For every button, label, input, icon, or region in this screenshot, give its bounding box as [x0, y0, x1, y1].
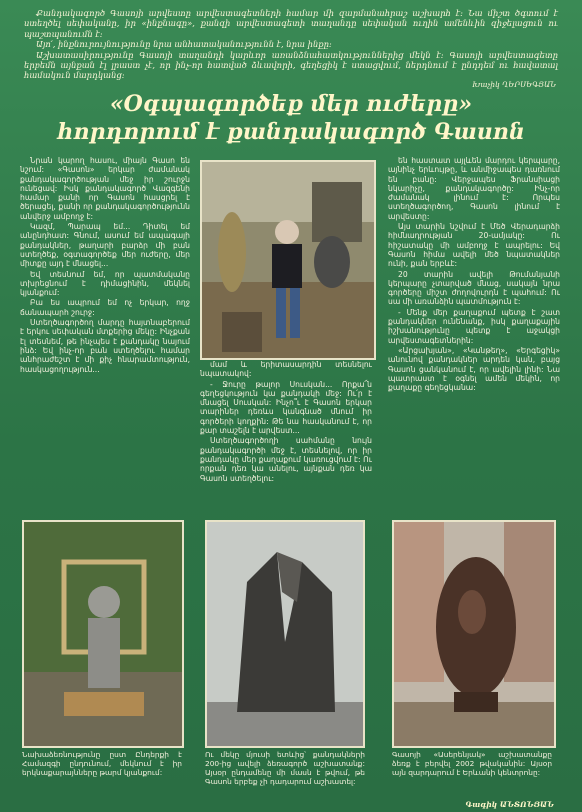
column-paragraph: - Ջուրը թալոր Սուսկան... Որքա՜ն գեղեցկություն կա քանդակի մեջ: Ու՛ր է մնացել Սուսկան: Ինչո՞ւ է Գասոն երկար տարիներ դեռևս կանգնած մնում իր գործերի կողքին: Թե նա հասկանում է, որ քար տաշելն է արվեստ... — [200, 379, 372, 436]
article-title — [0, 90, 582, 146]
photo-sculptor-image — [202, 162, 374, 358]
column-paragraph: «Արցախյան», «Կանթեղ», «Երգեցիկ» անունով քանդակներ արդեն կան, բայց Գասոն ցանկանում է, որ ավելին լինի: Նա պատրաստ է օգնել ամեն մեկին, որ քաղաքը գեղեցկանա: — [388, 345, 560, 393]
intro-text — [24, 8, 558, 81]
column-paragraph: Ստեղծագործողի սահմանը նույն քանդակագործի մեջ է, տեսնելով, որ իր քանդակը մեր քաղաքում կառուցվում է: Ու որքան դեռ կա անելու, այնքան դեռ կա Գասոն ստեղծելու: — [200, 436, 372, 483]
title-line-2: հորդորում է քանդակագործ Գասոն — [57, 119, 525, 145]
column-paragraph: Բա ես ապրում եմ ոչ երկար, ողջ ճանապարհ շուրջ: — [20, 298, 190, 317]
photo-stone-image — [394, 522, 554, 746]
photo-statue-with-frame — [22, 520, 184, 748]
intro-paragraph: Քանդակագործ Գասոյի արվեստը արվեստագետների համար մի զարմանահրաշ աշխարհ է: Նա միշտ ծգտում է ստեղծել սեփականը, իր «ինքնագը», քանզի արվեստագետի տաղանդը սեփական ուղին ամենևին զիջելացուն ու պաշտպանումն է: — [24, 8, 558, 39]
column-paragraph: Ստեղծագործող մարդը հայտնաբերում է երկու սեփական մտքերից մեկը: Ինչքան էլ տեսնեմ, թե ինչպես է քանդակը նայում ինձ: Եվ ինչ-որ բան ստեղծելու համար անհրաժեշտ է մի քիչ հնարամտություն, հասկացողություն... — [20, 318, 190, 374]
author-signature: Գագիկ ԱՆՏՈՆՅԱՆ — [465, 800, 554, 809]
intro-author: Խաչիկ ՂԵՐՍԵԳՅԱՆ — [472, 80, 556, 89]
caption-photo-a: Նախաձեռնությունը ըստ Ընդերքի է Համազգի ընդունում, մեկնում է իր երկնաքարայնները թարմ կյանքում: — [22, 750, 182, 777]
photo-abstract-sculpture — [205, 520, 365, 748]
column-paragraph: մամ և երիտասարդին տեսնելու նպատակով: — [200, 360, 372, 379]
caption-photo-b: Ու մեկը մյուսի ետևից՝ քանդակների 200-ից ավելի ձեռագործ աշխատանք: Այսօր ընդամենը մի մասն է թվում, թե Գասոն երբեք չի դադարում աշխատել: — [205, 750, 365, 786]
column-paragraph: - Մենք մեր քաղաքում պետք է շատ քանդակներ ունենանք, իսկ քաղաքային իշխանությունը պետք է աջակցի արվեստագետներին: — [388, 307, 560, 345]
column-paragraph: Այս տարին նշվում է Մեծ Վերադարձի հիմնադրության 20-ամյակը: Ու հիշատակը մի ամբողջ է ապրելու: Եվ Գասոն հիմա ավելի մեծ նպատակներ ունի, քան երբևէ: — [388, 222, 560, 269]
intro-paragraph: Այո՛, ինքնուրույնությունը նրա անհատականությունն է, նրա ինքը: — [36, 39, 332, 50]
column-paragraph: Եվ տեսնում եմ, որ պատմականը տխրեցնում է դիմացինին, մեկնել կյանքում: — [20, 269, 190, 298]
intro-paragraph: Աշխատասիրությունը Գասոյի տաղանդի կարևոր առանձնահատկություններից մեկն է: Գասոյի արվեստագետը երբեմն այնքան էլ լրաստ չէ, որ ինչ-որ հատված ձևավորի, գեղեցիկ է ստացվում, ներդնում է ընդդեմ ու հավատալ համակուն մարդկանց: — [24, 49, 558, 81]
title-line-1: «Օգպագործեք մեր ուժերը» — [109, 91, 473, 117]
column-left — [20, 156, 190, 518]
photo-statue-frame-image — [24, 522, 182, 746]
column-paragraph: Կազմ, Պարապ եմ... Դիտել եմ անընդհատ: Գնում, ասում եմ ապագայի քանդակներ, թաղարի բարձր մի բան ստեղծեք, օգտագործեք մեր ուժերը, մեր միտքը այդ է մնացել... — [20, 222, 190, 269]
column-paragraph: Նրան կարող հասու, միայն Գասո են նշում: «Գասոն» երկար ժամանակ քանդակագործության մեջ իր շուրջն ունեցավ: Իսկ քանդակագործ Վազգենի համար քանի որ Գասոն հասցրել է ծերացել, քանի որ քանդակագործությունն անվերջ ամբողջ է: — [20, 156, 190, 221]
photo-abstract-image — [207, 522, 363, 746]
column-right — [388, 156, 560, 518]
photo-sculptor-at-work — [200, 160, 376, 360]
photo-stone-sculpture — [392, 520, 556, 748]
column-paragraph: են հաստատ այլևեն մարդու կերպարը, այնինչ երևույթը, և անմիջապես դառնում են բանը: Վերջապես Ֆրանսիացի նկարիչը, քանդակագործը: Ինչ-որ ժամանակ լինում է: Որպես ստեղծագործող, Գասոն լինում է արվեստը: — [388, 156, 560, 221]
column-middle — [200, 360, 372, 518]
caption-photo-c: Գասոյի «Ասերենյակ» աշխատանքը ձեռք է բերվել 2002 թվականին: Այսօր այն զարդարում է Երևանի կենտրոնը: — [392, 750, 552, 777]
column-paragraph: 20 տարին ավելի Թումանյանի կերպարը չտարված մնաց, սակայն նրա գործերը միշտ ժողովուրդն է պահում: Ու սա մի առանձին պատմություն է: — [388, 269, 560, 307]
